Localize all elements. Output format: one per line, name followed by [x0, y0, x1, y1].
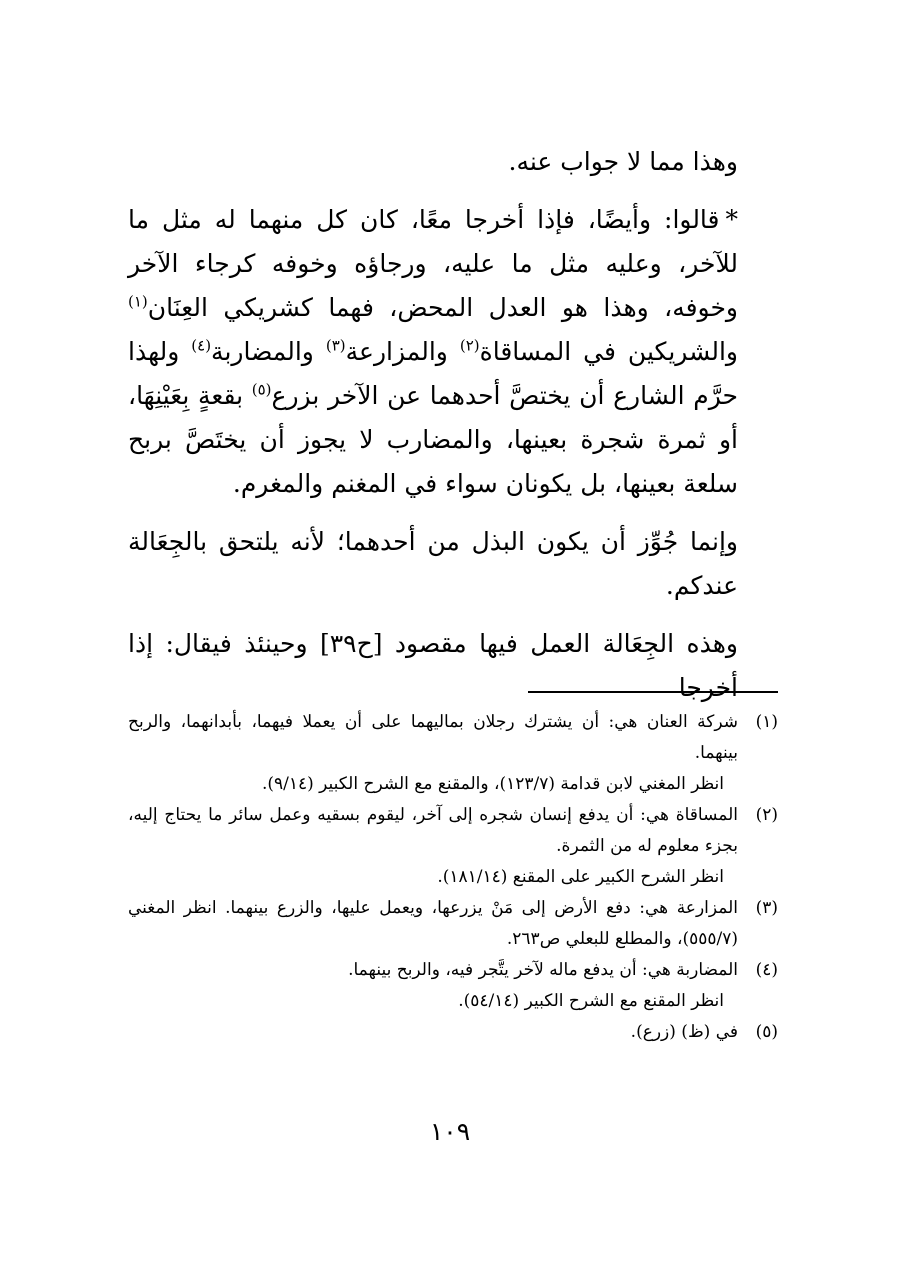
footnote-reference: انظر الشرح الكبير على المقنع (١٨١/١٤).	[437, 867, 724, 887]
paragraph-3: وإنما جُوِّز أن يكون البذل من أحدهما؛ لأنه يلتحق بالجِعَالة عندكم.	[128, 527, 738, 600]
footnote-4	[128, 955, 778, 1017]
asterisk-marker: *	[725, 205, 738, 234]
footnote-1	[128, 707, 778, 800]
footnote-number: (٢)	[755, 805, 778, 825]
paragraph-2-text-a: قالوا: وأيضًا، فإذا أخرجا معًا، كان كل منهما له مثل ما للآخر، وعليه مثل ما عليه، ورجاؤه وخوفه كرجاء الآخر وخوفه، وهذا هو العدل المحض، فهما كشريكي العِنَان	[128, 205, 738, 322]
footnote-text: في (ظ) (زرع).	[630, 1022, 738, 1042]
footnote-3	[128, 893, 778, 955]
paragraph-2-text-e: ولهذا حرَّم الشارع أن يختصَّ أحدهما عن الآخر بزرع	[128, 337, 738, 410]
paragraph-2-text-f: بقعةٍ بِعَيْنِهَا، أو ثمرة شجرة بعينها، والمضارب لا يجوز أن يختَصَّ بربح سلعة بعينها، بل يكونان سواء في المغنم والمغرم.	[128, 381, 738, 498]
paragraph-2-text-d: والمضاربة	[211, 337, 326, 366]
footnote-ref-1[interactable]: (١)	[128, 292, 148, 311]
footnote-text: المزارعة هي: دفع الأرض إلى مَنْ يزرعها، ويعمل عليها، والزرع بينهما. انظر المغني (٥٥٥/٧)، والمطلع للبعلي ص٢٦٣.	[128, 898, 738, 949]
footnote-number: (٥)	[755, 1022, 778, 1042]
footnote-ref-2[interactable]: (٢)	[459, 336, 480, 355]
paragraph-1: وهذا مما لا جواب عنه.	[508, 147, 738, 176]
footnote-ref-5[interactable]: (٥)	[251, 380, 272, 399]
paragraph-4: وهذه الجِعَالة العمل فيها مقصود [ح٣٩] وحينئذ فيقال: إذا أخرجا	[128, 629, 738, 702]
paragraph-2	[128, 198, 778, 506]
footnote-number: (٣)	[755, 898, 778, 918]
footnote-2	[128, 800, 778, 893]
paragraph-2-text-c: والمزارعة	[345, 337, 460, 366]
page-number: ١٠٩	[429, 1117, 471, 1146]
footnote-number: (١)	[755, 712, 778, 732]
footnote-text: شركة العنان هي: أن يشترك رجلان بماليهما على أن يعملا فيهما، بأبدانهما، والربح بينهما.	[128, 712, 738, 763]
main-text	[128, 140, 778, 710]
footnote-text: المساقاة هي: أن يدفع إنسان شجره إلى آخر، ليقوم بسقيه وعمل سائر ما يحتاج إليه، بجزء معلوم له من الثمرة.	[128, 805, 738, 856]
paragraph-2-text-b: والشريكين في المساقاة	[479, 337, 739, 366]
footnote-number: (٤)	[755, 960, 778, 980]
footnote-5	[128, 1017, 778, 1048]
footnote-ref-3[interactable]: (٣)	[325, 336, 346, 355]
footnote-text: المضاربة هي: أن يدفع ماله لآخر يتَّجر فيه، والربح بينهما.	[348, 960, 738, 980]
footnote-reference: انظر المقنع مع الشرح الكبير (٥٤/١٤).	[458, 991, 724, 1011]
footnotes	[128, 707, 778, 1048]
footnote-separator	[528, 691, 778, 693]
footnote-ref-4[interactable]: (٤)	[191, 336, 212, 355]
footnote-reference: انظر المغني لابن قدامة (١٢٣/٧)، والمقنع مع الشرح الكبير (٩/١٤).	[261, 774, 724, 794]
